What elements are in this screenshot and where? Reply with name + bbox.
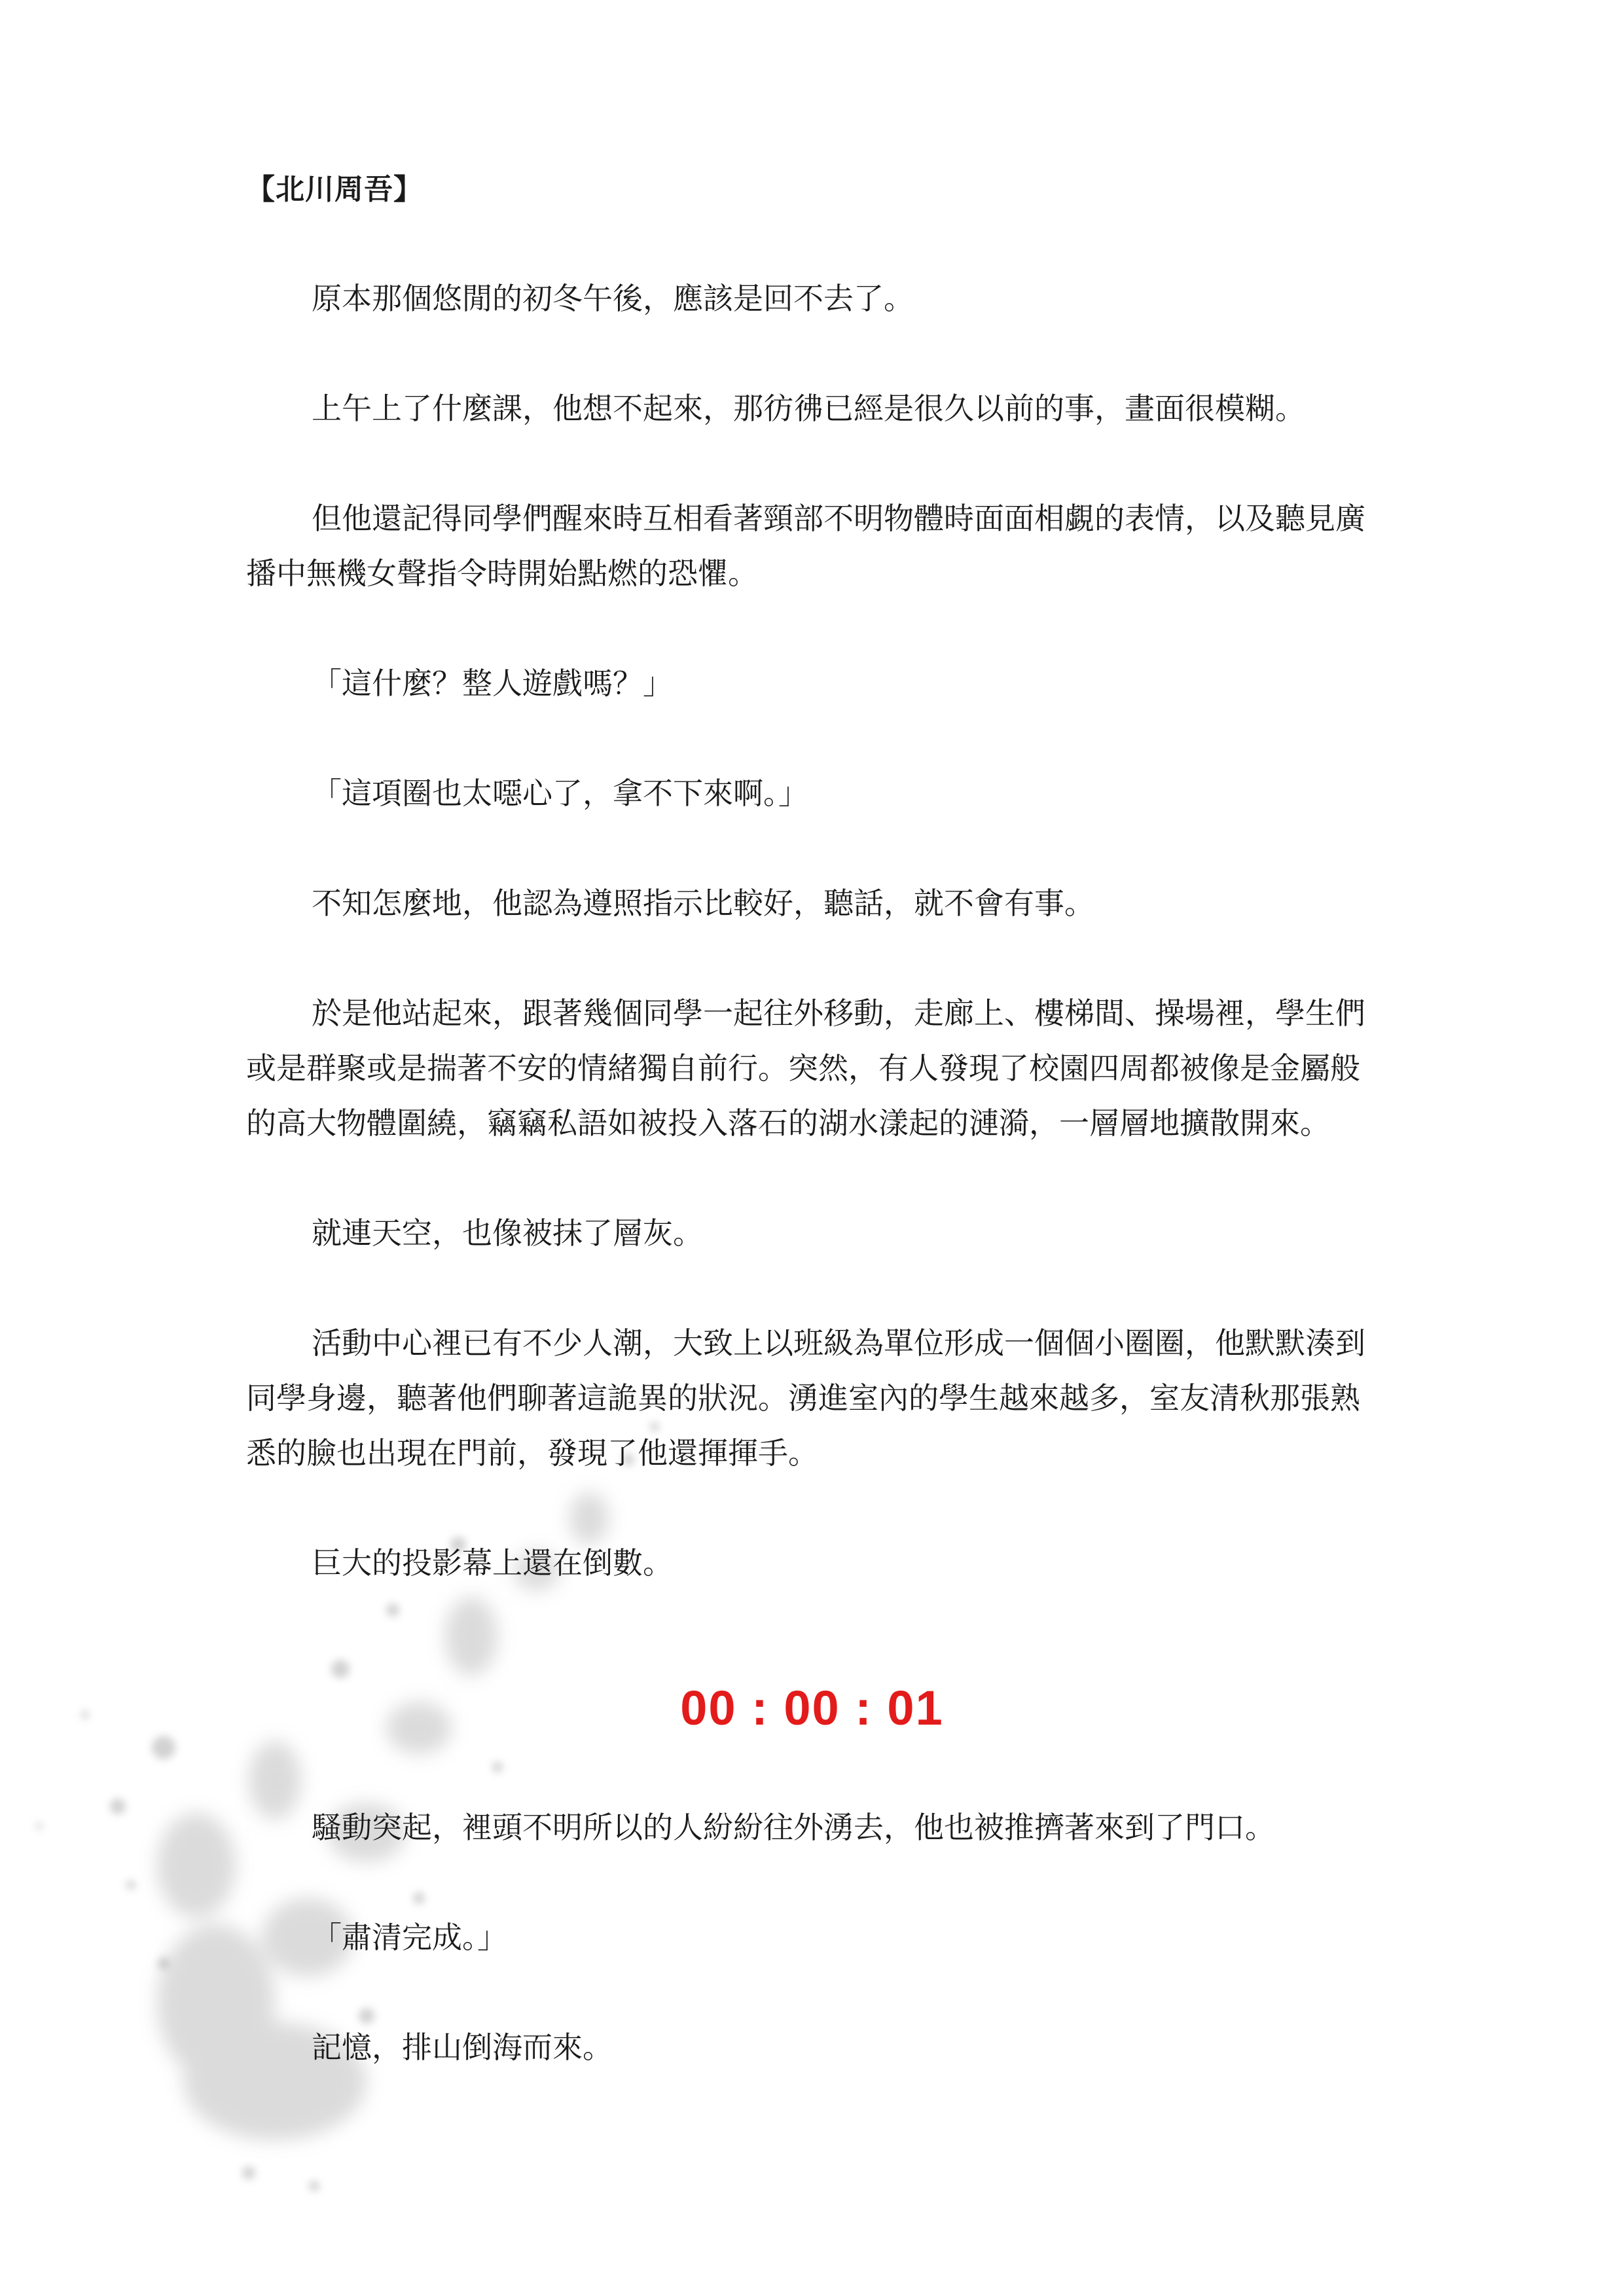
paragraph: 不知怎麼地，他認為遵照指示比較好，聽話，就不會有事。 xyxy=(312,886,1094,921)
paragraph: 活動中心裡已有不少人潮，大致上以班級為單位形成一個個小圈圈，他默默湊到同學身邊，聽著他們聊著這詭異的狀況。湧進室內的學生越來越多，室友清秋那張熟悉的臉也出現在門前，發現了他還揮揮手。 xyxy=(246,1325,1365,1471)
document-body-continued xyxy=(246,1800,1385,2075)
document-body xyxy=(246,164,1385,1590)
paragraph: 就連天空，也像被抹了層灰。 xyxy=(312,1215,703,1251)
countdown-timer: 00 : 00 : 01 xyxy=(680,1681,944,1735)
paragraph: 巨大的投影幕上還在倒數。 xyxy=(312,1545,673,1581)
dialogue-line: 「這什麼？整人遊戲嗎？」 xyxy=(312,666,673,701)
dialogue-line: 「這項圈也太噁心了，拿不下來啊。」 xyxy=(312,776,808,811)
paragraph: 騷動突起，裡頭不明所以的人紛紛往外湧去，他也被推擠著來到了門口。 xyxy=(312,1810,1275,1845)
chapter-heading: 【北川周吾】 xyxy=(246,173,423,206)
paragraph: 上午上了什麼課，他想不起來，那彷彿已經是很久以前的事，畫面很模糊。 xyxy=(312,391,1305,426)
paragraph: 原本那個悠閒的初冬午後，應該是回不去了。 xyxy=(312,281,914,316)
paragraph: 記憶，排山倒海而來。 xyxy=(312,2030,613,2065)
dialogue-line: 「肅清完成。」 xyxy=(312,1920,507,1955)
paragraph: 於是他站起來，跟著幾個同學一起往外移動，走廊上、樓梯間、操場裡，學生們或是群聚或是揣著不安的情緒獨自前行。突然，有人發現了校園四周都被像是金屬般的高大物體圍繞，竊竊私語如被投入落石的湖水漾起的漣漪，一層層地擴散開來。 xyxy=(246,996,1365,1141)
paragraph: 但他還記得同學們醒來時互相看著頸部不明物體時面面相覷的表情，以及聽見廣播中無機女聲指令時開始點燃的恐懼。 xyxy=(246,501,1365,591)
